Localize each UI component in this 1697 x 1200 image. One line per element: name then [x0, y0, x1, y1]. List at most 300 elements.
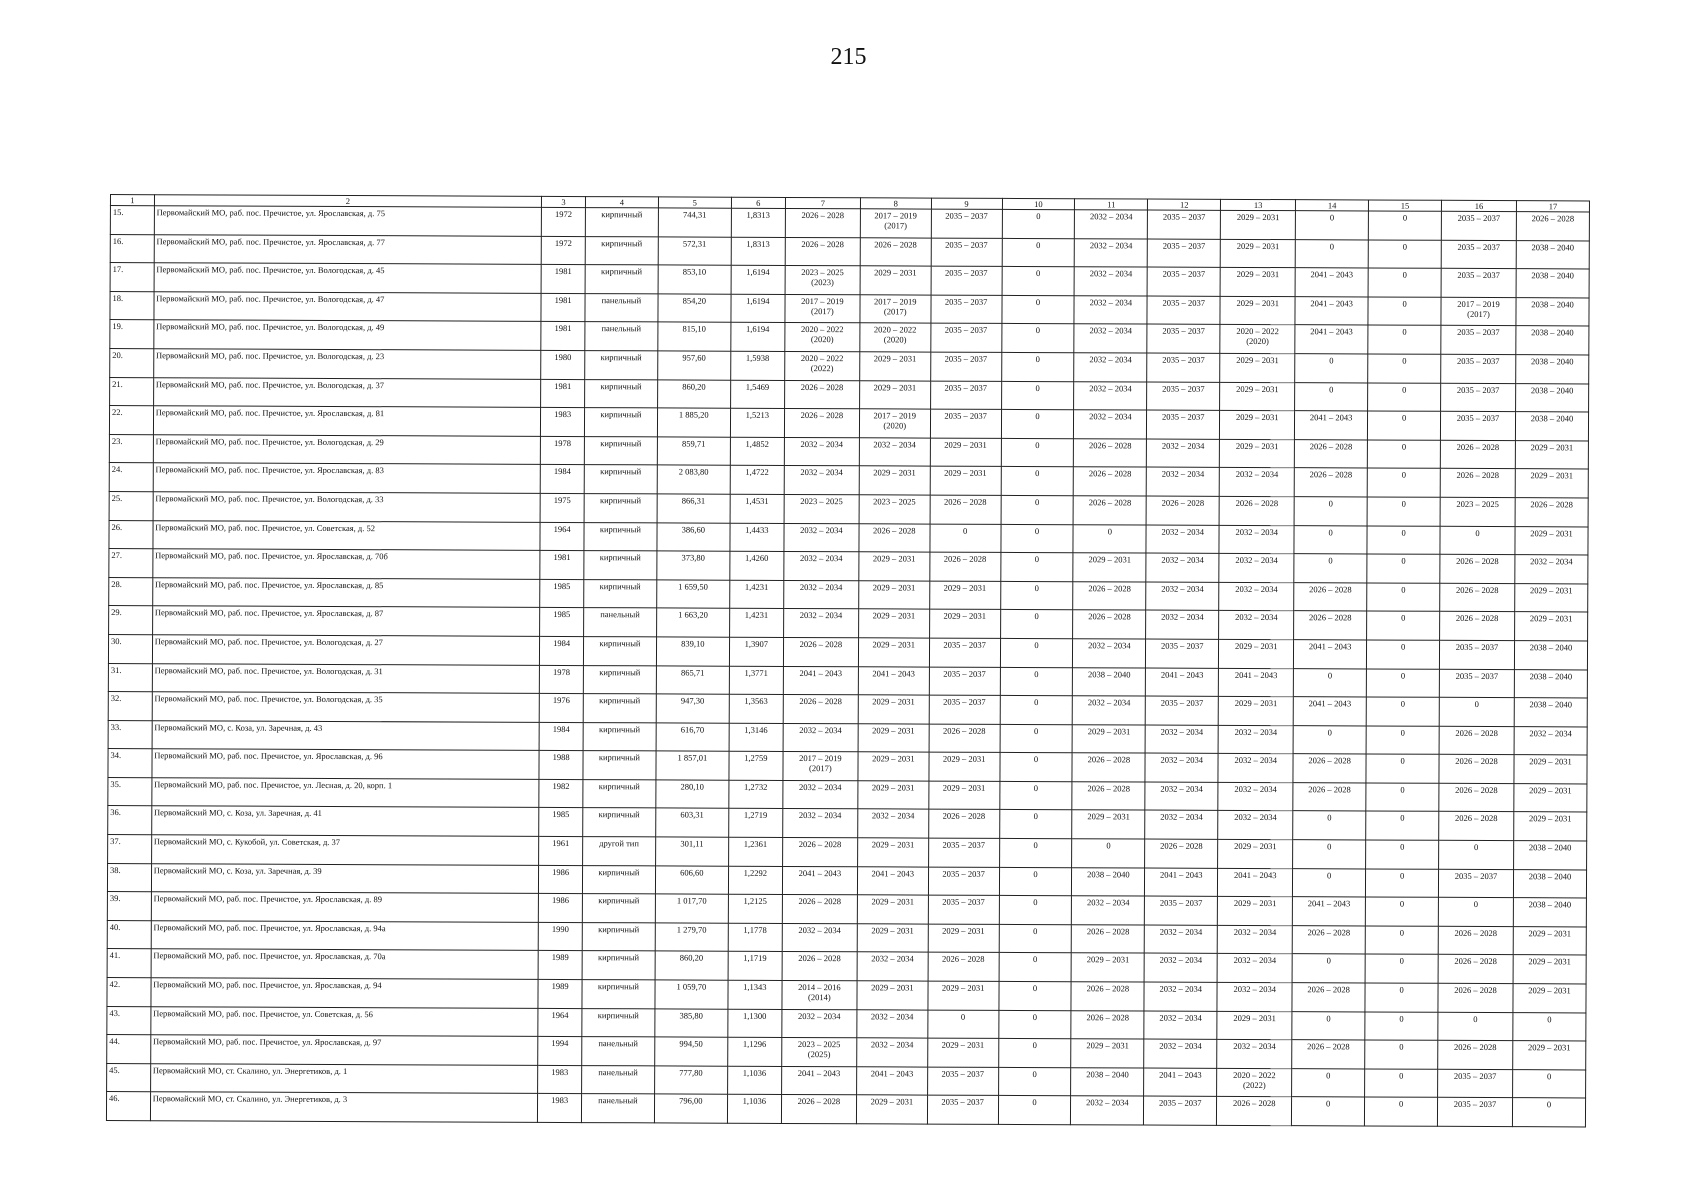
cell-value: 0 [1400, 698, 1405, 709]
table-cell-c9 [930, 466, 1001, 495]
cell-value: 19. [112, 321, 124, 332]
cell-value: 2035 – 2037 [1456, 413, 1500, 424]
cell-value: 1,1343 [743, 981, 767, 992]
cell-subvalue: (2017) [1467, 308, 1490, 319]
cell-value: Первомайский МО, раб. пос. Пречистое, ул. Ярославская, д. 89 [153, 893, 383, 905]
table-cell-area [655, 951, 728, 980]
table-cell-c8 [856, 1095, 927, 1124]
table-cell-c7 [783, 780, 858, 809]
column-header: 9 [931, 198, 1002, 209]
cell-value: Первомайский МО, ст. Скалино, ул. Энергетиков, д. 1 [152, 1065, 348, 1076]
table-cell-wall [585, 293, 658, 322]
table-cell-wall [583, 665, 656, 694]
cell-value: кирпичный [598, 895, 640, 906]
cell-value: 0 [1329, 383, 1334, 394]
cell-value: 2029 – 2031 [873, 467, 916, 478]
column-header: 15 [1369, 200, 1442, 211]
table-cell-c12 [1146, 668, 1219, 697]
table-cell-coef [728, 837, 782, 866]
cell-value: 603,31 [680, 809, 704, 821]
table-cell-c15 [1368, 268, 1441, 297]
cell-value: панельный [598, 1066, 638, 1078]
table-cell-c16 [1440, 440, 1515, 469]
cell-value: Первомайский МО, раб. пос. Пречистое, ул. Вологодская, д. 47 [156, 292, 385, 304]
table-cell-c7 [784, 466, 859, 495]
table-cell-c7 [781, 1095, 856, 1124]
cell-value: Первомайский МО, с. Коза, ул. Заречная, д. 43 [154, 721, 323, 733]
cell-value: 2035 – 2037 [1454, 870, 1498, 881]
table-cell-c14 [1292, 1011, 1365, 1040]
table-cell-coef [730, 351, 784, 380]
cell-value: кирпичный [598, 723, 641, 735]
table-cell-c8 [857, 866, 928, 895]
table-cell-area [657, 379, 730, 408]
table-cell-coef [731, 237, 785, 266]
cell-value: 2029 – 2031 [1235, 440, 1279, 451]
table-cell-c17 [1513, 1041, 1586, 1070]
table-cell-addr [150, 1063, 538, 1093]
cell-value: 854,20 [682, 295, 707, 306]
cell-value: 1 279,70 [676, 924, 707, 935]
table-cell-c8 [858, 752, 929, 781]
cell-value: 572,31 [682, 238, 707, 249]
cell-value: 0 [1401, 469, 1406, 481]
table-cell-coef [731, 265, 785, 294]
table-cell-area [654, 1066, 727, 1095]
cell-value: 2023 – 2025 [801, 267, 844, 278]
table-cell-c8 [858, 638, 929, 667]
table-cell-c8 [860, 237, 931, 266]
table-cell-c15 [1365, 926, 1438, 955]
cell-value: 2026 – 2028 [1088, 611, 1131, 622]
cell-value: 21. [112, 378, 123, 389]
cell-value: 853,10 [682, 266, 707, 277]
cell-value: 2038 – 2040 [1529, 699, 1573, 710]
cell-value: Первомайский МО, ст. Скалино, ул. Энергетиков, д. 3 [152, 1093, 348, 1105]
cell-value: 0 [1402, 384, 1407, 395]
cell-value: 2029 – 2031 [1236, 240, 1280, 251]
cell-subvalue: (2020) [1246, 336, 1269, 347]
table-cell-n [110, 348, 154, 377]
cell-value: 0 [1327, 841, 1332, 852]
table-cell-c8 [860, 209, 931, 238]
table-cell-c13 [1220, 325, 1295, 354]
cell-value: 2032 – 2034 [799, 581, 843, 592]
cell-value: 2032 – 2034 [1234, 812, 1277, 823]
cell-value: 2032 – 2034 [1089, 325, 1133, 336]
cell-value: 2038 – 2040 [1531, 298, 1574, 310]
cell-value: 0 [1034, 611, 1039, 622]
cell-value: 1982 [552, 780, 570, 791]
table-cell-c14 [1293, 897, 1366, 926]
table-cell-c13 [1218, 839, 1293, 868]
cell-value: 0 [1326, 1098, 1331, 1109]
table-cell-c8 [857, 924, 928, 953]
table-cell-n [110, 206, 154, 235]
table-cell-c16 [1438, 869, 1513, 898]
cell-value: 2029 – 2031 [1530, 527, 1573, 538]
cell-value: 2029 – 2031 [1087, 725, 1131, 737]
table-cell-addr [152, 749, 540, 779]
table-cell-c9 [929, 781, 1000, 810]
table-cell-c13 [1219, 468, 1294, 497]
cell-subvalue: (2022) [810, 363, 834, 374]
table-cell-c11 [1071, 1010, 1144, 1039]
table-cell-year [541, 350, 585, 379]
table-cell-c12 [1147, 353, 1220, 382]
cell-value: 2026 – 2028 [1456, 441, 1500, 452]
cell-value: 0 [1328, 555, 1333, 566]
cell-value: 0 [1034, 496, 1040, 507]
table-cell-c7 [783, 723, 858, 752]
table-cell-year [541, 379, 585, 408]
table-cell-addr [152, 778, 540, 808]
cell-value: 1961 [552, 837, 570, 849]
table-cell-c15 [1365, 983, 1438, 1012]
table-cell-area [656, 608, 729, 637]
table-cell-c14 [1295, 411, 1368, 440]
cell-value: Первомайский МО, раб. пос. Пречистое, ул. Вологодская, д. 37 [155, 378, 385, 390]
cell-value: 2026 – 2028 [799, 696, 842, 707]
cell-value: 1,3146 [744, 724, 768, 735]
table-cell-coef [731, 323, 785, 352]
cell-value: 0 [1400, 670, 1406, 681]
cell-value: 2041 – 2043 [798, 867, 842, 878]
cell-value: 2035 – 2037 [1457, 327, 1500, 338]
table-cell-c9 [930, 381, 1001, 410]
table-cell-c10 [1000, 524, 1073, 553]
table-cell-c13 [1217, 925, 1292, 954]
table-cell-c13 [1217, 1040, 1292, 1069]
cell-value: 2029 – 2031 [1233, 1012, 1276, 1023]
cell-value: Первомайский МО, раб. пос. Пречистое, ул. Советская, д. 56 [153, 1007, 373, 1019]
cell-value: 2020 – 2022 [1236, 326, 1279, 337]
cell-value: 2023 – 2025 [1456, 498, 1499, 510]
cell-value: 2035 – 2037 [1162, 268, 1206, 279]
cell-subvalue: (2017) [884, 220, 908, 231]
table-cell-area [656, 723, 729, 752]
cell-value: 2029 – 2031 [1236, 354, 1279, 366]
table-cell-c15 [1365, 1097, 1438, 1126]
cell-value: 2029 – 2031 [873, 381, 917, 393]
table-cell-coef [728, 894, 782, 923]
cell-value: 2032 – 2034 [1161, 440, 1205, 451]
table-cell-c9 [928, 895, 999, 924]
table-cell-c16 [1437, 1098, 1512, 1127]
table-cell-coef [730, 466, 784, 495]
table-cell-n [106, 1092, 150, 1121]
cell-value: 2029 – 2031 [1528, 956, 1571, 967]
table-cell-c15 [1366, 668, 1439, 697]
cell-value: 2029 – 2031 [1529, 613, 1573, 624]
table-cell-c12 [1147, 410, 1220, 439]
table-cell-wall [582, 1008, 655, 1037]
cell-value: 0 [1032, 1068, 1037, 1079]
table-cell-c13 [1220, 382, 1295, 411]
table-cell-c14 [1293, 840, 1366, 869]
cell-value: 2032 – 2034 [1161, 526, 1205, 537]
table-cell-c7 [783, 666, 858, 695]
cell-value: 2014 – 2016 [798, 982, 841, 993]
table-cell-c16 [1439, 669, 1514, 698]
column-header: 10 [1002, 198, 1075, 209]
cell-value: 1986 [551, 895, 569, 906]
cell-value: 1,6194 [746, 266, 770, 278]
table-cell-c12 [1144, 982, 1217, 1011]
cell-value: 34. [110, 750, 122, 761]
cell-value: 1 663,20 [678, 609, 708, 620]
cell-value: 280,10 [680, 781, 704, 792]
table-cell-c17 [1516, 212, 1589, 241]
table-body [106, 206, 1589, 1127]
table-cell-c16 [1439, 726, 1514, 755]
table-cell-c16 [1438, 1041, 1513, 1070]
table-cell-area [657, 408, 730, 437]
table-cell-c10 [1000, 581, 1073, 610]
cell-value: 2026 – 2028 [1308, 784, 1351, 795]
cell-value: 1976 [552, 695, 570, 706]
table-cell-c15 [1366, 869, 1439, 898]
cell-value: 1984 [553, 637, 571, 648]
table-cell-c16 [1438, 955, 1513, 984]
cell-value: Первомайский МО, раб. пос. Пречистое, ул. Вологодская, д. 31 [154, 664, 383, 676]
cell-value: 15. [112, 207, 124, 218]
cell-value: 2029 – 2031 [1236, 211, 1280, 223]
table-cell-c14 [1292, 1097, 1365, 1126]
cell-value: 2029 – 2031 [873, 353, 917, 364]
table-cell-n [110, 320, 154, 349]
table-cell-c13 [1217, 1011, 1292, 1040]
table-cell-addr [153, 492, 541, 522]
table-cell-c9 [930, 552, 1001, 581]
table-cell-addr [151, 1006, 539, 1036]
cell-value: 2026 – 2028 [942, 811, 986, 822]
cell-value: 2029 – 2031 [871, 782, 915, 793]
table-cell-year [540, 465, 584, 494]
table-cell-c10 [1001, 438, 1074, 467]
table-cell-coef [730, 523, 784, 552]
cell-value: 2038 – 2040 [1528, 899, 1572, 910]
cell-value: 2038 – 2040 [1531, 356, 1574, 367]
cell-value: 1975 [553, 494, 571, 505]
table-cell-c7 [784, 437, 859, 466]
table-cell-c12 [1146, 696, 1219, 725]
cell-value: Первомайский МО, раб. пос. Пречистое, ул. Лесная, д. 20, корп. 1 [154, 779, 393, 791]
cell-value: 2032 – 2034 [1089, 411, 1132, 422]
cell-value: 1985 [553, 580, 571, 591]
cell-value: 1,1300 [743, 1010, 767, 1021]
table-cell-year [541, 293, 585, 322]
table-cell-n [108, 720, 152, 749]
cell-subvalue: (2020) [883, 334, 907, 345]
cell-value: 2029 – 2031 [872, 582, 916, 593]
cell-value: 1989 [551, 952, 569, 963]
table-cell-year [541, 322, 585, 351]
table-cell-c14 [1295, 239, 1368, 268]
cell-value: 2026 – 2028 [1086, 1011, 1130, 1023]
table-cell-addr [152, 635, 540, 665]
table-cell-c8 [858, 695, 929, 724]
table-cell-c8 [857, 838, 928, 867]
table-cell-c15 [1368, 411, 1441, 440]
table-cell-c10 [1000, 638, 1073, 667]
cell-value: 2032 – 2034 [798, 1010, 841, 1021]
table-cell-c16 [1438, 1012, 1513, 1041]
cell-value: кирпичный [600, 409, 642, 420]
table-cell-c11 [1074, 267, 1147, 296]
table-cell-year [540, 608, 584, 637]
cell-value: 1,1778 [743, 924, 767, 935]
table-cell-c9 [927, 1067, 998, 1096]
cell-value: 2026 – 2028 [1455, 784, 1498, 795]
table-cell-wall [583, 779, 656, 808]
cell-value: 0 [1035, 354, 1040, 365]
cell-value: 1,1036 [742, 1096, 767, 1107]
cell-value: 2032 – 2034 [873, 439, 916, 450]
table-cell-c7 [782, 866, 857, 895]
cell-value: 2026 – 2028 [874, 238, 917, 250]
table-cell-c15 [1366, 726, 1439, 755]
table-cell-c8 [857, 981, 928, 1010]
cell-value: 2026 – 2028 [801, 238, 844, 249]
table-cell-year [540, 579, 584, 608]
table-cell-coef [729, 637, 783, 666]
table-cell-c14 [1295, 296, 1368, 325]
cell-value: 1,4231 [744, 610, 769, 621]
cell-value: Первомайский МО, раб. пос. Пречистое, ул. Ярославская, д. 81 [155, 407, 385, 419]
cell-value: 2026 – 2028 [1088, 582, 1131, 594]
table-cell-c14 [1294, 468, 1367, 497]
cell-value: Первомайский МО, раб. пос. Пречистое, ул. Ярославская, д. 70б [155, 550, 388, 562]
cell-value: 2026 – 2028 [797, 1096, 841, 1107]
table-cell-c13 [1220, 439, 1295, 468]
table-cell-c9 [929, 752, 1000, 781]
table-cell-c10 [1000, 610, 1073, 639]
cell-value: панельный [598, 1095, 638, 1106]
cell-value: 2026 – 2028 [1456, 470, 1500, 481]
table-cell-c7 [782, 923, 857, 952]
table-cell-area [656, 665, 729, 694]
table-cell-area [654, 1094, 727, 1123]
table-cell-c16 [1440, 583, 1515, 612]
cell-value: 957,60 [682, 352, 706, 363]
table-cell-c15 [1368, 211, 1441, 240]
table-cell-c12 [1144, 1011, 1217, 1040]
cell-value: 2032 – 2034 [1235, 583, 1278, 594]
cell-subvalue: (2023) [811, 277, 834, 288]
table-cell-c11 [1073, 496, 1146, 525]
cell-value: 0 [1401, 555, 1406, 566]
cell-value: 373,80 [681, 552, 705, 563]
cell-value: 994,50 [679, 1038, 703, 1049]
cell-value: 2035 – 2037 [1457, 355, 1500, 367]
table-cell-c14 [1292, 1068, 1365, 1097]
table-cell-addr [151, 806, 539, 836]
table-cell-c7 [784, 494, 859, 523]
table-cell-wall [582, 980, 655, 1009]
table-cell-wall [583, 636, 656, 665]
cell-value: 0 [1400, 755, 1405, 766]
cell-value: 2035 – 2037 [1453, 1099, 1497, 1110]
table-cell-c12 [1146, 525, 1219, 554]
table-cell-n [108, 835, 152, 864]
table-cell-c11 [1073, 610, 1146, 639]
cell-value: 0 [1401, 584, 1406, 595]
cell-value: 777,80 [679, 1067, 703, 1078]
table-cell-c14 [1293, 725, 1366, 754]
cell-value: 744,31 [682, 209, 707, 220]
cell-value: 2017 – 2019 [874, 296, 917, 307]
cell-value: 2026 – 2028 [1232, 1098, 1276, 1109]
table-cell-n [108, 777, 152, 806]
table-cell-c12 [1147, 296, 1220, 325]
table-cell-coef [727, 1037, 781, 1066]
table-cell-addr [152, 720, 540, 750]
table-cell-c12 [1144, 953, 1217, 982]
table-cell-c17 [1515, 469, 1588, 498]
table-cell-c15 [1367, 526, 1440, 555]
cell-value: 0 [1033, 897, 1038, 908]
cell-value: кирпичный [600, 380, 642, 391]
cell-value: 1,8313 [746, 209, 770, 220]
table-cell-c8 [858, 781, 929, 810]
table-cell-c10 [1001, 410, 1074, 439]
cell-value: 386,60 [681, 524, 706, 535]
cell-value: 2029 – 2031 [942, 753, 986, 765]
cell-value: 2029 – 2031 [1235, 412, 1279, 423]
cell-value: 2035 – 2037 [943, 668, 986, 679]
cell-value: 2041 – 2043 [1308, 641, 1352, 652]
table-cell-c10 [1001, 352, 1074, 381]
table-cell-c7 [782, 980, 857, 1009]
table-cell-c12 [1147, 467, 1220, 496]
cell-value: 0 [1034, 639, 1039, 650]
document-table-container [106, 194, 1590, 1127]
cell-value: 2023 – 2025 [797, 1039, 841, 1050]
cell-value: 2041 – 2043 [871, 867, 915, 879]
table-cell-c7 [785, 266, 860, 295]
cell-value: 0 [1035, 411, 1040, 422]
cell-value: 0 [1106, 840, 1111, 851]
table-cell-wall [585, 265, 658, 294]
cell-value: 2032 – 2034 [871, 810, 915, 821]
table-cell-addr [151, 949, 539, 979]
cell-value: 947,30 [680, 695, 705, 706]
table-cell-addr [151, 921, 539, 951]
cell-value: Первомайский МО, раб. пос. Пречистое, ул. Ярославская, д. 85 [155, 578, 384, 590]
cell-value: 0 [1399, 898, 1405, 909]
table-cell-c13 [1219, 553, 1294, 582]
cell-value: Первомайский МО, раб. пос. Пречистое, ул. Ярославская, д. 75 [156, 207, 386, 219]
cell-value: 0 [1473, 899, 1479, 910]
cell-value: 2032 – 2034 [1234, 755, 1278, 766]
table-cell-c9 [931, 209, 1002, 238]
cell-value: 860,20 [679, 952, 704, 964]
cell-value: кирпичный [600, 466, 642, 477]
table-cell-year [538, 951, 582, 980]
table-cell-addr [151, 863, 539, 893]
table-cell-c9 [931, 323, 1002, 352]
cell-value: 2017 – 2019 [874, 210, 917, 221]
cell-value: кирпичный [598, 866, 640, 877]
table-cell-c17 [1514, 841, 1587, 870]
cell-value: Первомайский МО, раб. пос. Пречистое, ул. Ярославская, д. 97 [153, 1036, 382, 1048]
cell-value: 2026 – 2028 [1455, 756, 1498, 767]
cell-value: 2032 – 2034 [800, 524, 843, 535]
table-cell-c12 [1148, 239, 1221, 268]
cell-value: 2029 – 2031 [1529, 813, 1572, 824]
table-cell-c8 [857, 1038, 928, 1067]
